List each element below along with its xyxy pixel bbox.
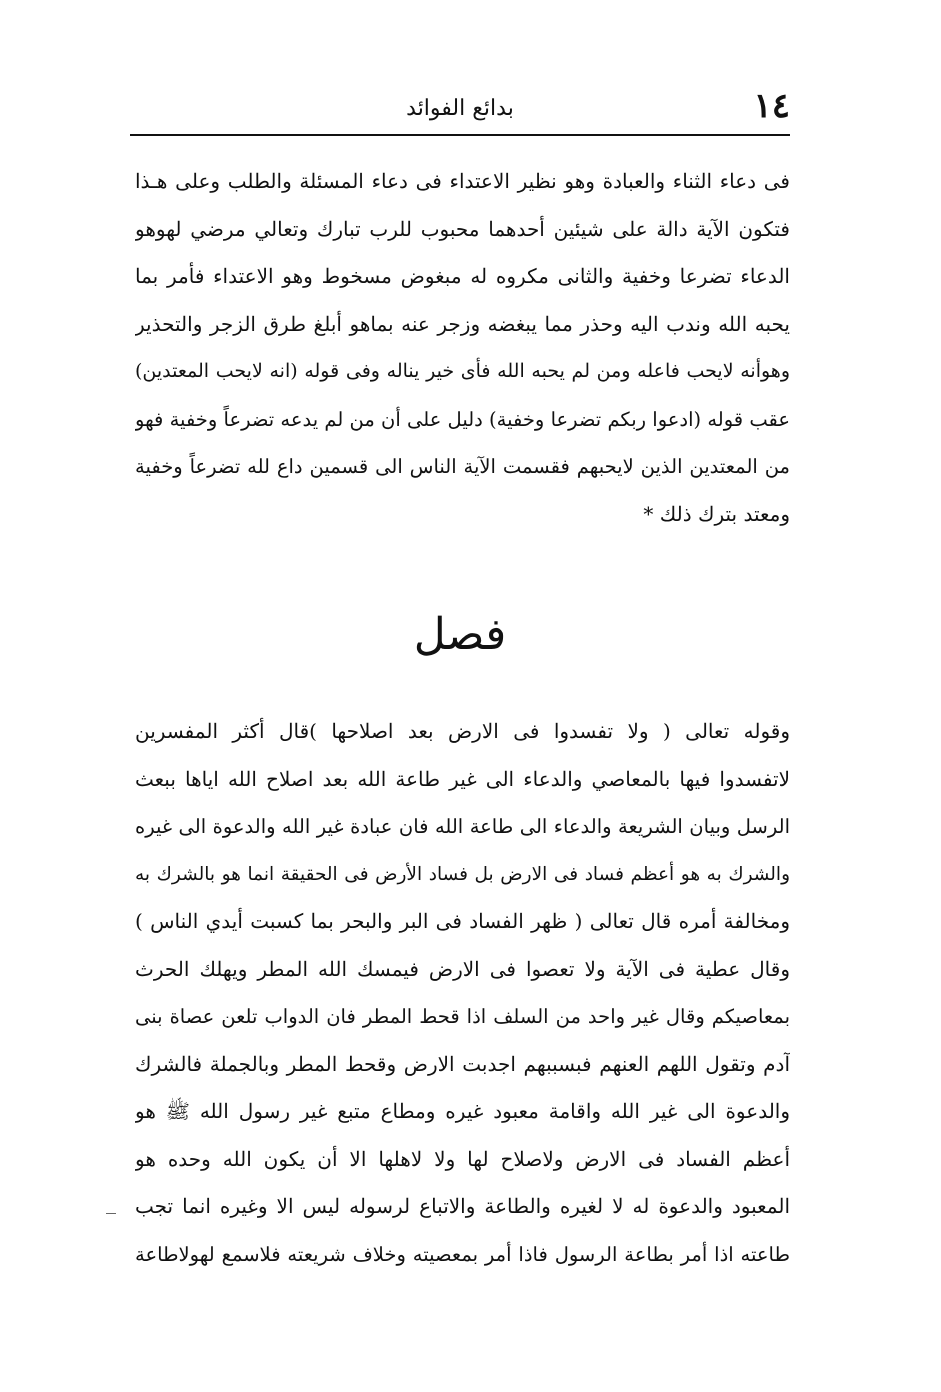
text-line: المعبود والدعوة له لا لغيره والطاعة والاتباع لرسوله ليس الا وغيره انما تجب <box>135 1194 790 1218</box>
text-line: من المعتدين الذين لايحبهم فقسمت الآية الناس الى قسمين داع لله تضرعاً وخفية <box>135 455 790 478</box>
text-line: الدعاء تضرعا وخفية والثانى مكروه له مبغوض مسخوط وهو الاعتداء فأمر بما <box>135 264 790 288</box>
text-line: ومعتد بترك ذلك * <box>643 501 790 526</box>
page-header <box>130 84 790 136</box>
text-line: وقال عطية فى الآية ولا تعصوا فى الارض فيمسك الله المطر ويهلك الحرث <box>135 956 790 981</box>
paragraph-continued <box>135 158 790 538</box>
paragraph-section <box>135 708 790 1278</box>
text-line: فى دعاء الثناء والعبادة وهو نظير الاعتداء فى دعاء المسئلة والطلب وعلى هـذا <box>135 169 790 193</box>
text-line: وهوأنه لايحب فاعله ومن لم يحبه الله فأى خير يناله وفى قوله (انه لايحب المعتدين) <box>135 360 790 382</box>
text-line: بمعاصيكم وقال غير واحد من السلف اذا قحط المطر فان الدواب تلعن عصاة بنى <box>135 1005 790 1028</box>
text-line: يحبه الله وندب اليه وحذر مما يبغضه وزجر عنه بماهو أبلغ طرق الزجر والتحذير <box>135 311 790 336</box>
section-heading: فصل <box>413 609 507 660</box>
margin-mark <box>106 1213 116 1214</box>
running-title: بدائع الفوائد <box>406 96 514 121</box>
text-line: وقوله تعالى ( ولا تفسدوا فى الارض بعد اصلاحها )قال أكثر المفسرين <box>135 719 790 743</box>
text-line: ومخالفة أمره قال تعالى ( ظهر الفساد فى البر والبحر بما كسبت أيدي الناس ) <box>135 909 790 933</box>
text-line: أعظم الفساد فى الارض ولاصلاح لها ولا لاهلها الا أن يكون الله وحده هو <box>135 1146 790 1171</box>
text-line: فتكون الآية دالة على شيئين أحدهما محبوب للرب تبارك وتعالي مرضي لهوهو <box>135 216 790 241</box>
text-line: طاعته اذا أمر بطاعة الرسول فاذا أمر بمعصيته وخلاف شريعته فلاسمع لهولاطاعة <box>135 1242 790 1266</box>
text-line: آدم وتقول اللهم العنهم فبسببهم اجدبت الارض وقحط المطر وبالجملة فالشرك <box>135 1051 790 1076</box>
text-line: لاتفسدوا فيها بالمعاصي والدعاء الى غير طاعة الله بعد اصلاح الله اياها ببعث <box>135 766 790 791</box>
text-line: والشرك به هو أعظم فساد فى الارض بل فساد الأرض فى الحقيقة انما هو بالشرك به <box>135 863 790 885</box>
text-line: الرسل وبيان الشريعة والدعاء الى طاعة الله فان عبادة غير الله والدعوة الى غيره <box>135 815 790 838</box>
text-line: والدعوة الى غير الله واقامة معبود غيره ومطاع متبع غير رسول الله ﷺ هو <box>135 1099 790 1123</box>
text-line: عقب قوله (ادعوا ربكم تضرعا وخفية) دليل على أن من لم يدعه تضرعاً وخفية فهو <box>135 407 790 431</box>
page-number: ١٤ <box>753 86 790 126</box>
